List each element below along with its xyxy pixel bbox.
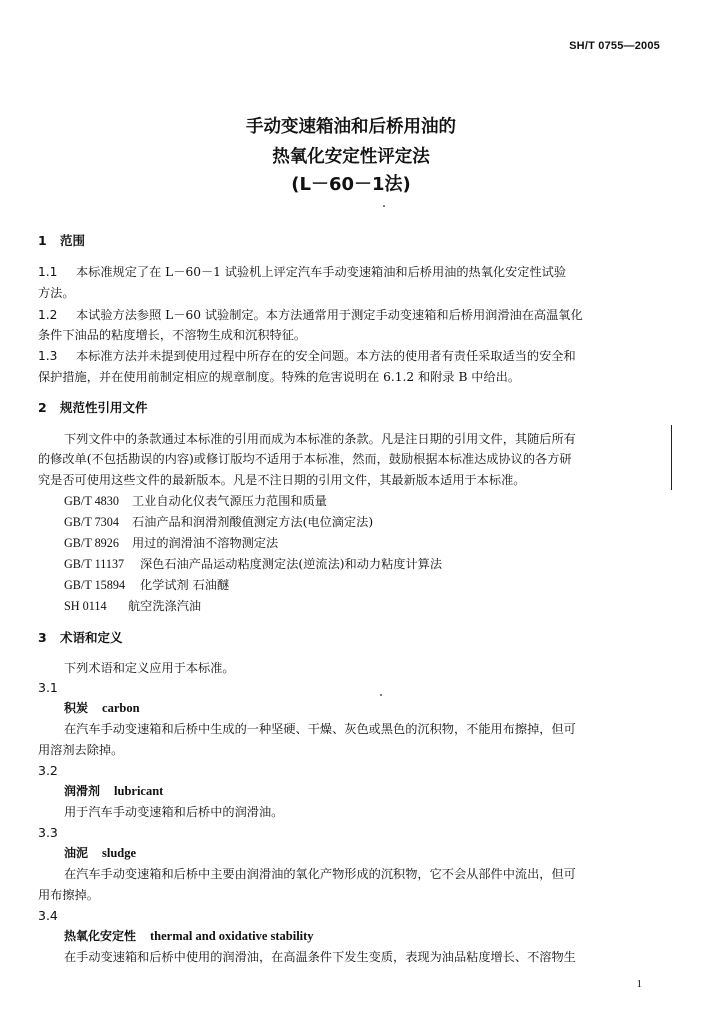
- reference-title: 航空洗涤汽油: [128, 599, 202, 613]
- term-definition-line-1: 在手动变速箱和后桥中使用的润滑油，在高温条件下发生变质，表现为油品粘度增长、不溶物生: [64, 950, 576, 964]
- reference-title: 工业自动化仪表气源压力范围和质量: [132, 494, 327, 508]
- term-definition-line-2: 用布擦掉。: [38, 888, 99, 902]
- section-2-paragraph-line-1: 下列文件中的条款通过本标准的引用而成为本标准的条款。凡是注日期的引用文件，其随后所有: [64, 432, 576, 446]
- section-2-paragraph-line-3: 究是否可使用这些文件的最新版本。凡是不注日期的引用文件，其最新版本适用于本标准。: [38, 473, 526, 487]
- section-1-title: 范围: [60, 233, 86, 248]
- reference-code: GB/T 8926: [64, 536, 119, 550]
- title-line-2: 热氧化安定性评定法: [272, 147, 430, 167]
- term-heading: [64, 783, 163, 799]
- clause-1-1-line-2: 方法。: [38, 286, 75, 300]
- reference-title: 化学试剂 石油醚: [140, 578, 230, 592]
- term-heading: [64, 845, 136, 861]
- section-3-number: 3: [38, 630, 47, 645]
- term-definition-line-2: 用溶剂去除掉。: [38, 743, 124, 757]
- section-1-heading: [38, 233, 85, 249]
- term-chinese: 油泥: [64, 846, 89, 860]
- term-number: 3.2: [38, 763, 58, 778]
- reference-code: GB/T 15894: [64, 578, 126, 592]
- term-chinese: 热氧化安定性: [64, 929, 137, 943]
- term-number: 3.3: [38, 825, 58, 840]
- reference-code: GB/T 11137: [64, 557, 125, 571]
- term-heading: [64, 700, 140, 716]
- section-3-title: 术语和定义: [60, 630, 123, 645]
- clause-1-3-line-1: [38, 348, 576, 364]
- section-2-number: 2: [38, 400, 47, 415]
- page-number: 1: [636, 978, 642, 990]
- term-heading: [64, 928, 314, 944]
- clause-1-3-number: 1.3: [38, 349, 58, 363]
- term-english: sludge: [102, 846, 137, 860]
- section-3-intro: 下列术语和定义应用于本标准。: [64, 661, 235, 675]
- clause-1-1-text: 本标准规定了在 L－60－1 试验机上评定汽车手动变速箱油和后桥用油的热氧化安定性试验: [76, 265, 567, 279]
- title-line-1: 手动变速箱油和后桥用油的: [246, 117, 456, 137]
- term-chinese: 积炭: [64, 701, 89, 715]
- reference-title: 石油产品和润滑剂酸值测定方法(电位滴定法): [132, 515, 374, 529]
- section-3-heading: [38, 630, 123, 646]
- clause-1-1-line-1: [38, 264, 660, 280]
- clause-1-2-number: 1.2: [38, 308, 58, 322]
- standard-code: SH/T 0755—2005: [569, 40, 660, 52]
- reference-title: 用过的润滑油不溶物测定法: [132, 536, 279, 550]
- title-line-3: (L－60－1法): [291, 174, 411, 195]
- term-number: 3.4: [38, 908, 58, 923]
- clause-1-2-line-1: [38, 307, 583, 323]
- term-definition-line-1: 用于汽车手动变速箱和后桥中的润滑油。: [64, 805, 284, 819]
- term-english: thermal and oxidative stability: [150, 929, 314, 943]
- reference-item: [64, 535, 278, 551]
- reference-item: [64, 493, 327, 509]
- term-chinese: 润滑剂: [64, 784, 101, 798]
- section-1-number: 1: [38, 233, 47, 248]
- clause-1-1-number: 1.1: [38, 265, 58, 279]
- reference-item: [64, 577, 229, 593]
- reference-item: [64, 514, 373, 530]
- reference-title: 深色石油产品运动粘度测定法(逆流法)和动力粘度计算法: [140, 557, 443, 571]
- clause-1-2-line-2: 条件下油品的粘度增长，不溶物生成和沉积特征。: [38, 328, 307, 342]
- term-english: carbon: [102, 701, 140, 715]
- term-number: 3.1: [38, 680, 58, 695]
- section-2-heading: [38, 400, 148, 416]
- reference-item: [64, 556, 442, 572]
- term-english: lubricant: [114, 784, 164, 798]
- clause-1-2-text: 本试验方法参照 L－60 试验制定。本方法通常用于测定手动变速箱和后桥用润滑油在高温氧化: [76, 308, 583, 322]
- section-2-paragraph-line-2: 的修改单(不包括勘误的内容)或修订版均不适用于本标准，然而，鼓励根据本标准达成协议的各方研: [38, 452, 572, 466]
- reference-item: [64, 598, 201, 614]
- clause-1-3-text: 本标准方法并未提到使用过程中所存在的安全问题。本方法的使用者有责任采取适当的安全和: [76, 349, 576, 363]
- reference-code: SH 0114: [64, 599, 107, 613]
- reference-code: GB/T 7304: [64, 515, 119, 529]
- scan-margin-bar: [671, 425, 672, 490]
- scan-speck: [383, 205, 385, 207]
- term-definition-line-1: 在汽车手动变速箱和后桥中主要由润滑油的氧化产物形成的沉积物，它不会从部件中流出，但可: [64, 867, 576, 881]
- reference-code: GB/T 4830: [64, 494, 119, 508]
- clause-1-3-line-2: 保护措施，并在使用前制定相应的规章制度。特殊的危害说明在 6.1.2 和附录 B 中给出。: [38, 370, 521, 384]
- term-definition-line-1: 在汽车手动变速箱和后桥中生成的一种坚硬、干燥、灰色或黑色的沉积物，不能用布擦掉，但可: [64, 722, 576, 736]
- section-2-title: 规范性引用文件: [60, 400, 148, 415]
- scan-speck: [380, 694, 382, 696]
